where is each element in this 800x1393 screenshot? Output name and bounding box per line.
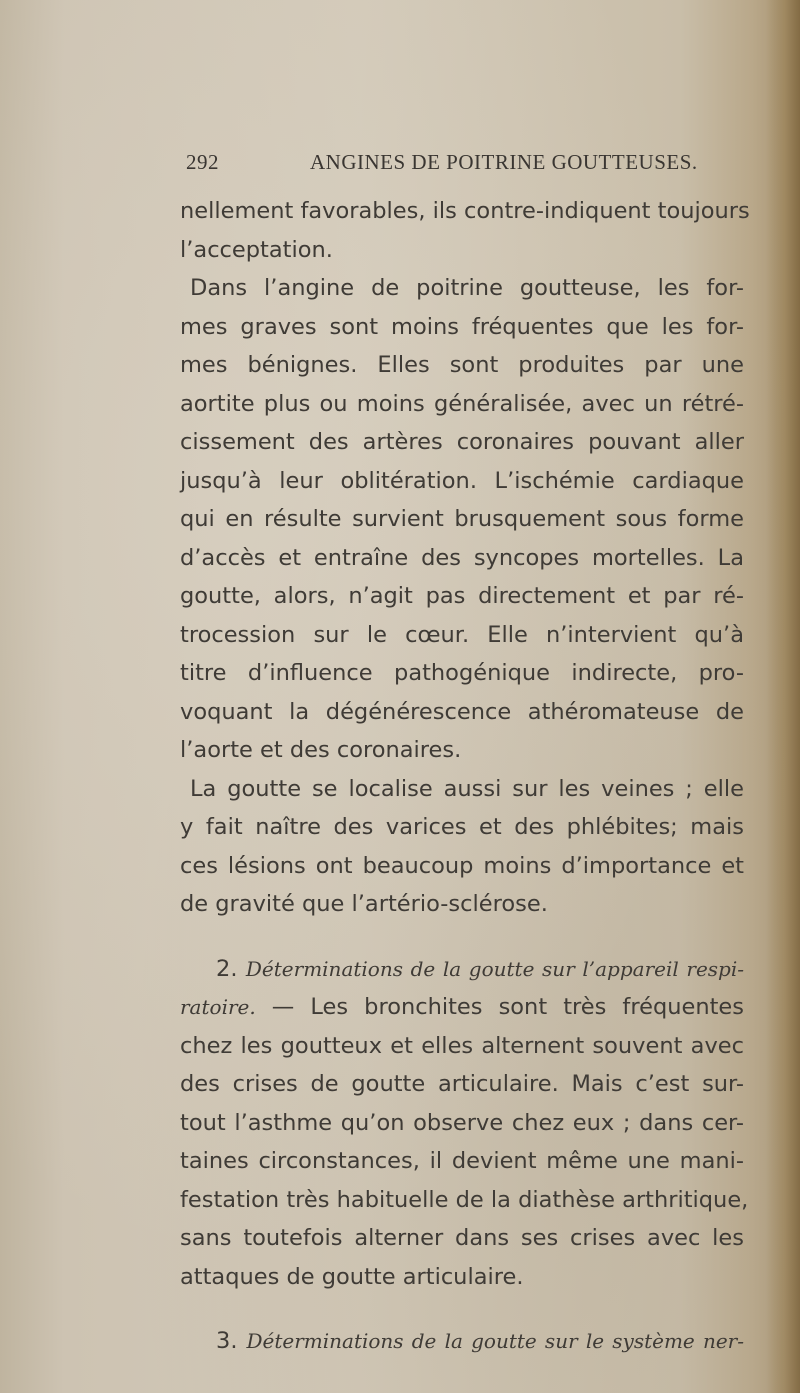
text-line: aortite plus ou moins généralisée, avec un rétré- (180, 390, 744, 417)
em-dash: — (255, 994, 311, 1020)
text-line: ces lésions ont beaucoup moins d’importance et (180, 852, 744, 879)
section-title: Déterminations de la goutte sur l’appareil respi- (245, 956, 745, 981)
page-number: 292 (186, 150, 219, 174)
section-spacer (180, 924, 744, 950)
section-number: 2. (216, 955, 238, 982)
text-line: taines circonstances, il devient même une mani- (180, 1148, 744, 1174)
text-line: y fait naître des varices et des phlébites; mais (180, 814, 744, 840)
running-head: ANGINES DE POITRINE GOUTTEUSES. (310, 150, 698, 174)
section-heading (180, 1322, 744, 1361)
text-line: festation très habituelle de la diathèse arthritique, (180, 1186, 749, 1213)
text-line: l’aorte et des coronaires. (180, 737, 462, 763)
text-line: nellement favorables, ils contre-indiquent toujours (180, 198, 750, 224)
text-line: voquant la dégénérescence athéromateuse de (180, 698, 744, 725)
text-line: tout l’asthme qu’on observe chez eux ; dans cer- (180, 1109, 744, 1136)
page-edge-shadow (766, 0, 800, 1393)
section-title-continuation: ratoire. (180, 995, 256, 1019)
page-header (186, 150, 746, 180)
text-line: d’accès et entraîne des syncopes mortelles. La (180, 544, 744, 571)
text-line: l’acceptation. (180, 236, 333, 263)
text-line: mes bénignes. Elles sont produites par une (180, 352, 744, 378)
text-line: mes graves sont moins fréquentes que les for- (180, 313, 744, 340)
section-title: Déterminations de la goutte sur le système ner- (246, 1329, 744, 1353)
text-line: Dans l’angine de poitrine goutteuse, les for- (190, 275, 744, 301)
section-heading (180, 950, 744, 989)
text-line (180, 988, 744, 1027)
text-line: sans toutefois alterner dans ses crises avec les (180, 1225, 744, 1251)
text-fragment: Les bronchites sont très fréquentes (310, 994, 744, 1020)
section-spacer (180, 1296, 744, 1322)
text-line: qui en résulte survient brusquement sous forme (180, 506, 744, 532)
text-line: trocession sur le cœur. Elle n’intervient qu’à (180, 621, 744, 648)
text-line: de gravité que l’artério-sclérose. (180, 891, 548, 917)
text-line: chez les goutteux et elles alternent souvent avec (180, 1032, 744, 1059)
text-line: cissement des artères coronaires pouvant aller (180, 429, 744, 455)
body-text (180, 192, 750, 1361)
text-line: attaques de goutte articulaire. (180, 1263, 524, 1290)
text-line: La goutte se localise aussi sur les veines ; elle (190, 775, 744, 802)
text-line: titre d’influence pathogénique indirecte, pro- (180, 660, 744, 686)
section-number: 3. (216, 1328, 238, 1354)
text-line: goutte, alors, n’agit pas directement et par ré- (180, 583, 744, 609)
text-line: des crises de goutte articulaire. Mais c’est sur- (180, 1071, 744, 1097)
text-line: jusqu’à leur oblitération. L’ischémie cardiaque (180, 467, 744, 494)
